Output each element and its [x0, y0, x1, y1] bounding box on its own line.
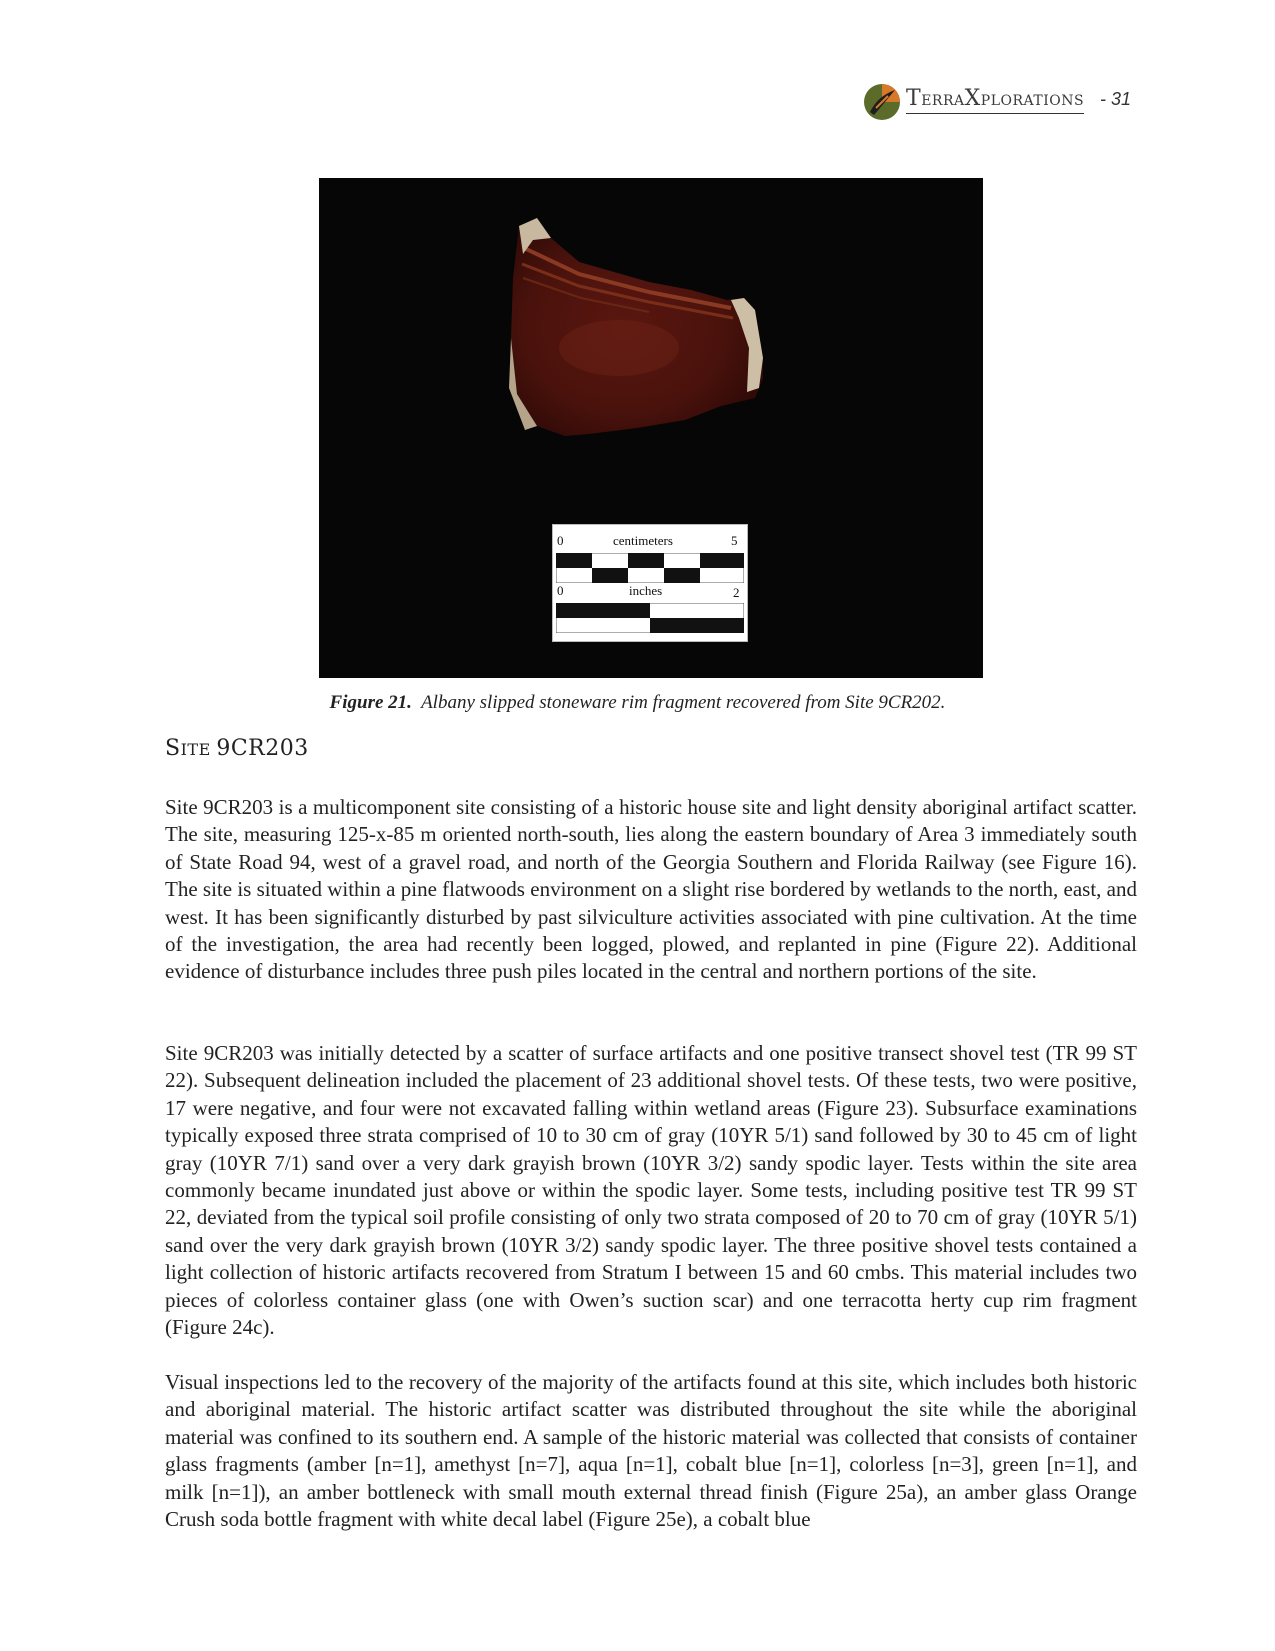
figure-label: Figure 21. — [329, 692, 412, 713]
figure-caption-text: Albany slipped stoneware rim fragment recovered from Site 9CR202. — [421, 692, 946, 713]
page-header — [862, 80, 1152, 124]
inch-scale-checker — [556, 603, 744, 633]
cm-zero-label: 0 — [557, 533, 564, 548]
body-paragraph: Site 9CR203 was initially detected by a scatter of surface artifacts and one positive transect shovel test (TR 99 ST 22). Subsequent delineation included the placement of 23 additional shovel tests. Of these tests, two were positive, 17 were negative, and four were not excavated falling within wetland areas (Figure 23). Subsurface examinations typically exposed three strata comprised of 10 to 30 cm of gray (10YR 5/1) sand followed by 30 to 45 cm of light gray (10YR 7/1) sand over a very dark grayish brown (10YR 3/2) sandy spodic layer. Tests within the site area commonly became inundated just above or within the spodic layer. Some tests, including positive test TR 99 ST 22, deviated from the typical soil profile consisting of only two strata composed of 20 to 70 cm of gray (10YR 5/1) sand over the very dark grayish brown (10YR 3/2) sandy spodic layer. The three positive shovel tests contained a light collection of historic artifacts recovered from Stratum I between 15 and 60 cmbs. This material includes two pieces of colorless container glass (one with Owen’s suction scar) and one terracotta herty cup rim fragment (Figure 24c). — [165, 1041, 1137, 1340]
brand-name: TERRAXPLORATIONS — [906, 86, 1084, 114]
scale-bar — [552, 524, 748, 642]
body-paragraph: Visual inspections led to the recovery of the majority of the artifacts found at this site, which includes both historic and aboriginal material. The historic artifact scatter was distributed throughout the site while the aboriginal material was confined to its southern end. A sample of the historic material was collected that consists of container glass fragments (amber [n=1], amethyst [n=7], aqua [n=1], cobalt blue [n=1], colorless [n=3], green [n=1], and milk [n=1]), an amber bottleneck with small mouth external thread finish (Figure 25a), an amber glass Orange Crush soda bottle fragment with white decal label (Figure 25e), a cobalt blue — [165, 1370, 1137, 1532]
figure-caption — [0, 692, 1275, 714]
cm-scale-checker — [556, 553, 744, 583]
terraxplorations-logo-icon — [862, 82, 902, 122]
inch-max-label: 2 — [733, 585, 740, 600]
body-paragraph: Site 9CR203 is a multicomponent site consisting of a historic house site and light density aboriginal artifact scatter. The site, measuring 125-x-85 m oriented north-south, lies along the eastern boundary of Area 3 immediately south of State Road 94, west of a gravel road, and north of the Georgia Southern and Florida Railway (see Figure 16). The site is situated within a pine flatwoods environment on a slight rise bordered by wetlands to the north, east, and west. It has been significantly disturbed by past silviculture activities associated with pine cultivation. At the time of the investigation, the area had recently been logged, plowed, and replanted in pine (Figure 22). Additional evidence of disturbance includes three push piles located in the central and northern portions of the site. — [165, 795, 1137, 984]
artifact-photo — [319, 178, 983, 678]
inch-zero-label: 0 — [557, 583, 564, 598]
cm-unit-label: centimeters — [613, 533, 673, 548]
page-number: - 31 — [1100, 89, 1132, 109]
section-heading: SITE 9CR203 — [165, 736, 309, 761]
cm-max-label: 5 — [731, 533, 738, 548]
inch-unit-label: inches — [629, 583, 663, 598]
